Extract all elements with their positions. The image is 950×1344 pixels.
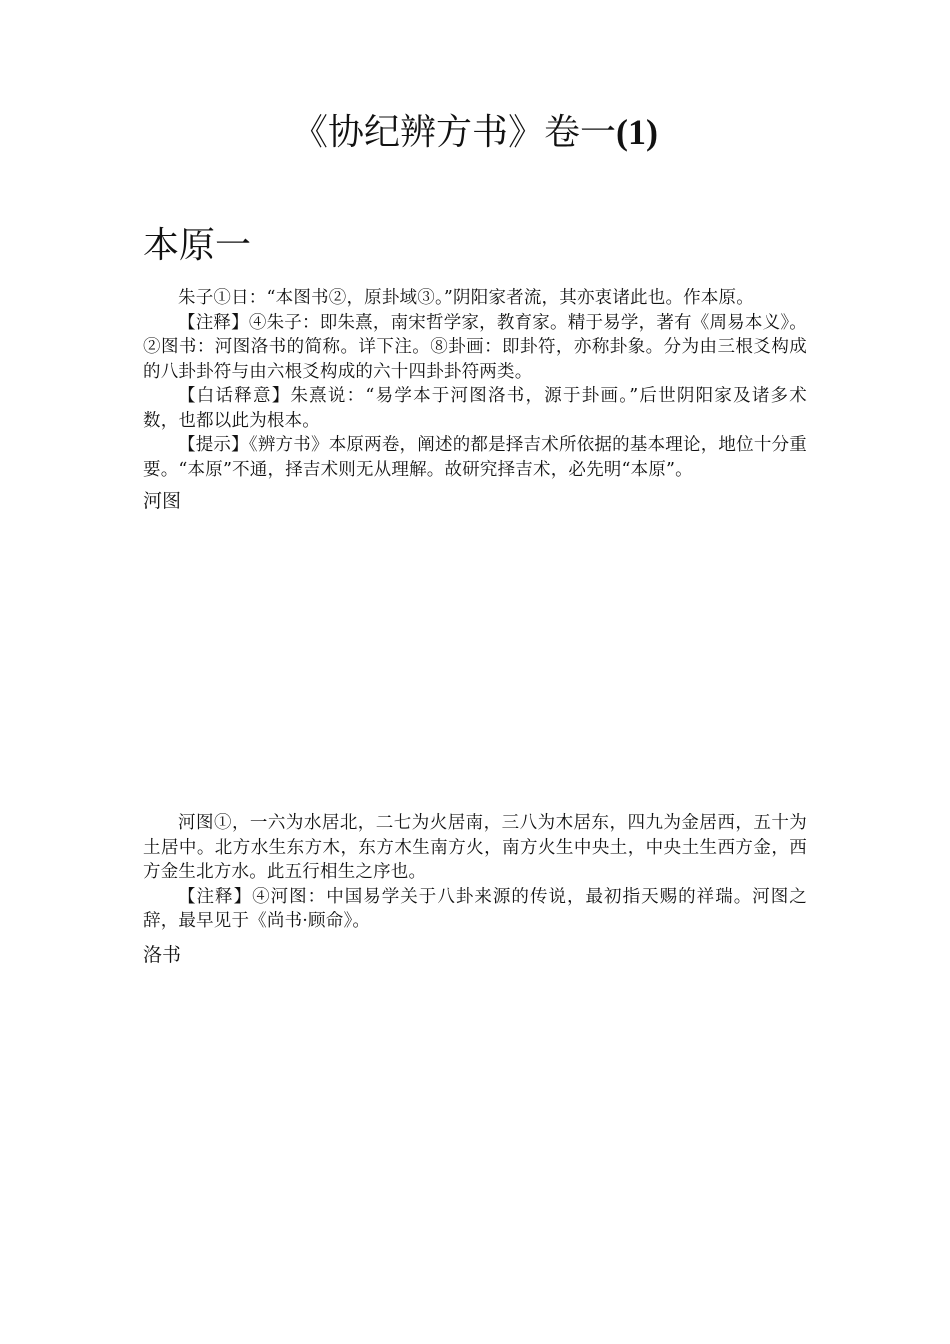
- vernacular-paragraph: 【白话释意】朱熹说：“易学本于河图洛书，源于卦画。”后世阴阳家及诸多术数，也都以此为根本。: [143, 386, 807, 431]
- hetu-heading: 河图: [143, 490, 182, 512]
- luoshu-heading: 洛书: [143, 943, 182, 966]
- intro-section: [143, 286, 807, 514]
- hetu-paragraph: 河图①，一六为水居北，二七为火居南，三八为木居东，四九为金居西，五十为土居中。北方水生东方木，东方木生南方火，南方火生中央土，中央土生西方金，西方金生北方水。此五行相生之序也。: [143, 813, 807, 882]
- hetu-annotation-paragraph: 【注释】④河图：中国易学关于八卦来源的传说，最初指天赐的祥瑞。河图之辞，最早见于《尚书·顾命》。: [143, 886, 807, 931]
- annotation-paragraph: 【注释】④朱子：即朱熹，南宋哲学家，教育家。精于易学，著有《周易本义》。②图书：河图洛书的简称。详下注。⑧卦画：即卦符，亦称卦象。分为由三根爻构成的八卦卦符与由六根爻构成的六十四卦卦符两类。: [143, 312, 807, 382]
- section-heading: 本原一: [143, 225, 252, 266]
- intro-paragraph: 朱子①日：“本图书②，原卦域③。”阴阳家者流，其亦衷诸此也。作本原。: [178, 288, 754, 308]
- hetu-section: [143, 811, 807, 968]
- title-text: 《协纪辨方书》卷一: [292, 112, 617, 153]
- document-title: [0, 108, 950, 157]
- hint-paragraph: 【提示】《辨方书》本原两卷，阐述的都是择吉术所依据的基本理论，地位十分重要。“本原”不通，择吉术则无从理解。故研究择吉术，必先明“本原”。: [143, 435, 807, 480]
- title-number: (1): [616, 112, 658, 152]
- hetu-figure-placeholder: [143, 530, 807, 800]
